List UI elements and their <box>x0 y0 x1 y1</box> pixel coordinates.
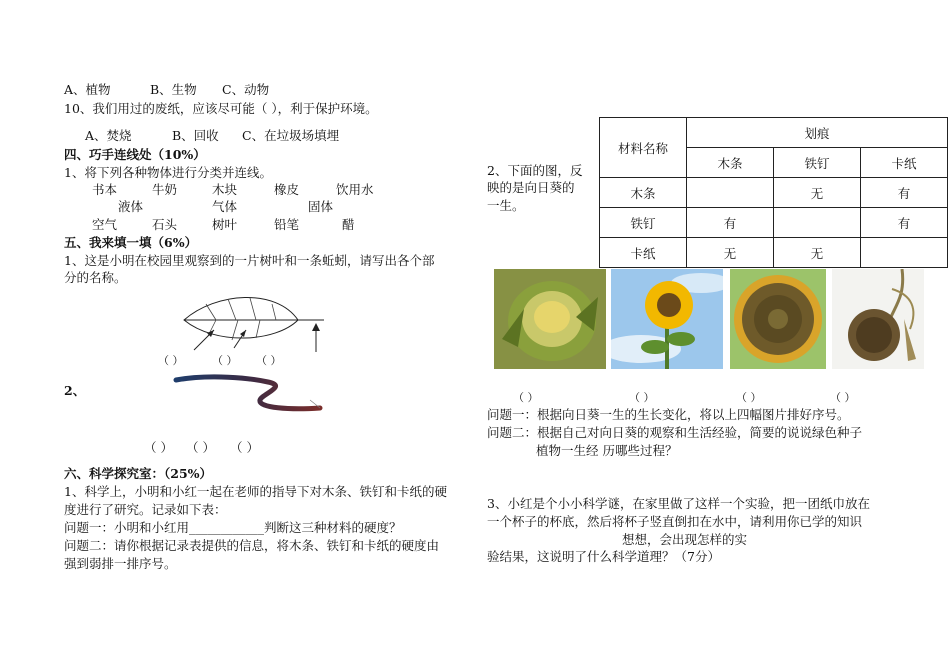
q9-option-b: B、生物 <box>150 82 197 97</box>
item-book: 书本 <box>92 182 118 197</box>
section-4-title: 四、巧手连线处（10%） <box>64 147 206 162</box>
sunflower-bud-photo <box>494 269 606 369</box>
leaf-blank-3[interactable]: （ ） <box>256 354 282 367</box>
worm-blank-3[interactable]: （ ） <box>230 440 259 455</box>
table-row <box>600 208 948 238</box>
leaf-blank-2[interactable]: （ ） <box>212 354 238 367</box>
right-ask-2-line-2: 植物一生经 历哪些过程？ <box>536 443 678 458</box>
table-cell: 有 <box>861 208 948 238</box>
row-label: 卡纸 <box>600 238 687 268</box>
table-cell: 无 <box>774 238 861 268</box>
section-5-title: 五、我来填一填（6%） <box>64 235 198 250</box>
column-wood: 木条 <box>687 148 774 178</box>
q9-option-c: C、动物 <box>222 82 270 97</box>
table-cell <box>687 178 774 208</box>
table-cell: 有 <box>687 208 774 238</box>
right-q3-line-4: 验结果，这说明了什么科学道理？（7分） <box>487 549 720 564</box>
right-ask-2-line-1: 问题二：根据自己对向日葵的观察和生活经验，简要的说说绿色种子 <box>487 425 863 440</box>
q10-option-c: C、在垃圾场填埋 <box>242 128 340 143</box>
right-q3-line-1: 3、小红是个小小科学谜，在家里做了这样一个实验，把一团纸巾放在 <box>487 496 870 511</box>
photo-order-blank-1[interactable]: （ ） <box>513 391 539 404</box>
right-q3-line-2: 一个杯子的杯底，然后将杯子竖直倒扣在水中，请利用你已学的知识 <box>487 514 863 529</box>
section-4-question-1: 1、将下列各种物体进行分类并连线。 <box>64 165 272 180</box>
row-label: 木条 <box>600 178 687 208</box>
header-scratch: 划痕 <box>687 118 948 148</box>
header-material-name: 材料名称 <box>600 118 687 178</box>
item-air: 空气 <box>92 217 118 232</box>
photo-order-blank-3[interactable]: （ ） <box>736 391 762 404</box>
item-pencil: 铅笔 <box>274 217 300 232</box>
table-cell: 有 <box>861 178 948 208</box>
sunflower-withered-photo <box>832 269 924 369</box>
earthworm-diagram <box>170 372 330 420</box>
sunflower-bloom-photo <box>611 269 723 369</box>
table-row <box>600 238 948 268</box>
section-6-ask-2-line-1: 问题二：请你根据记录表提供的信息，将木条、铁钉和卡纸的硬度由 <box>64 538 440 553</box>
column-nail: 铁钉 <box>774 148 861 178</box>
question-10: 10、我们用过的废纸，应该尽可能（ ），利于保护环境。 <box>64 101 378 116</box>
item-leaf: 树叶 <box>212 217 238 232</box>
section-6-question-1-line-2: 度进行了研究。记录如下表： <box>64 502 227 517</box>
worm-blank-1[interactable]: （ ） <box>144 440 173 455</box>
photo-order-blank-4[interactable]: （ ） <box>830 391 856 404</box>
q9-option-a: A、植物 <box>64 82 111 97</box>
item-vinegar: 醋 <box>342 217 355 232</box>
category-liquid: 液体 <box>118 199 144 214</box>
section-6-ask-2-line-2: 强到弱排一排序号。 <box>64 556 177 571</box>
item-wood-block: 木块 <box>212 182 238 197</box>
section-6-question-1-line-1: 1、科学上，小明和小红一起在老师的指导下对木条、铁钉和卡纸的硬 <box>64 484 447 499</box>
item-eraser: 橡皮 <box>274 182 300 197</box>
right-q2-line-3: 一生。 <box>487 198 525 213</box>
photo-order-blank-2[interactable]: （ ） <box>629 391 655 404</box>
table-cell: 无 <box>774 178 861 208</box>
section-5-question-1-line-1: 1、这是小明在校园里观察到的一片树叶和一条蚯蚓，请写出各个部 <box>64 253 435 268</box>
question-2-label: 2、 <box>64 383 86 398</box>
worm-blank-2[interactable]: （ ） <box>186 440 215 455</box>
table-cell <box>774 208 861 238</box>
hardness-record-table <box>599 117 948 268</box>
column-card: 卡纸 <box>861 148 948 178</box>
category-solid: 固体 <box>308 199 334 214</box>
q10-option-a: A、焚烧 <box>85 128 132 143</box>
item-milk: 牛奶 <box>152 182 178 197</box>
table-cell: 无 <box>687 238 774 268</box>
right-q2-line-2: 映的是向日葵的 <box>487 180 575 195</box>
right-q2-line-1: 2、下面的图，反 <box>487 163 583 178</box>
category-gas: 气体 <box>212 199 238 214</box>
leaf-blank-1[interactable]: （ ） <box>158 354 184 367</box>
table-cell <box>861 238 948 268</box>
section-6-ask-1: 问题一：小明和小红用____________判断这三种材料的硬度？ <box>64 520 402 535</box>
table-row <box>600 178 948 208</box>
right-ask-1: 问题一：根据向日葵一生的生长变化，将以上四幅图片排好序号。 <box>487 407 850 422</box>
item-stone: 石头 <box>152 217 178 232</box>
sunflower-seed-head-photo <box>730 269 826 369</box>
section-6-title: 六、科学探究室：（25%） <box>64 466 213 481</box>
q10-option-b: B、回收 <box>172 128 219 143</box>
row-label: 铁钉 <box>600 208 687 238</box>
section-5-question-1-line-2: 分的名称。 <box>64 270 127 285</box>
item-drinking-water: 饮用水 <box>336 182 374 197</box>
right-q3-line-3: 想想，会出现怎样的实 <box>622 532 748 547</box>
